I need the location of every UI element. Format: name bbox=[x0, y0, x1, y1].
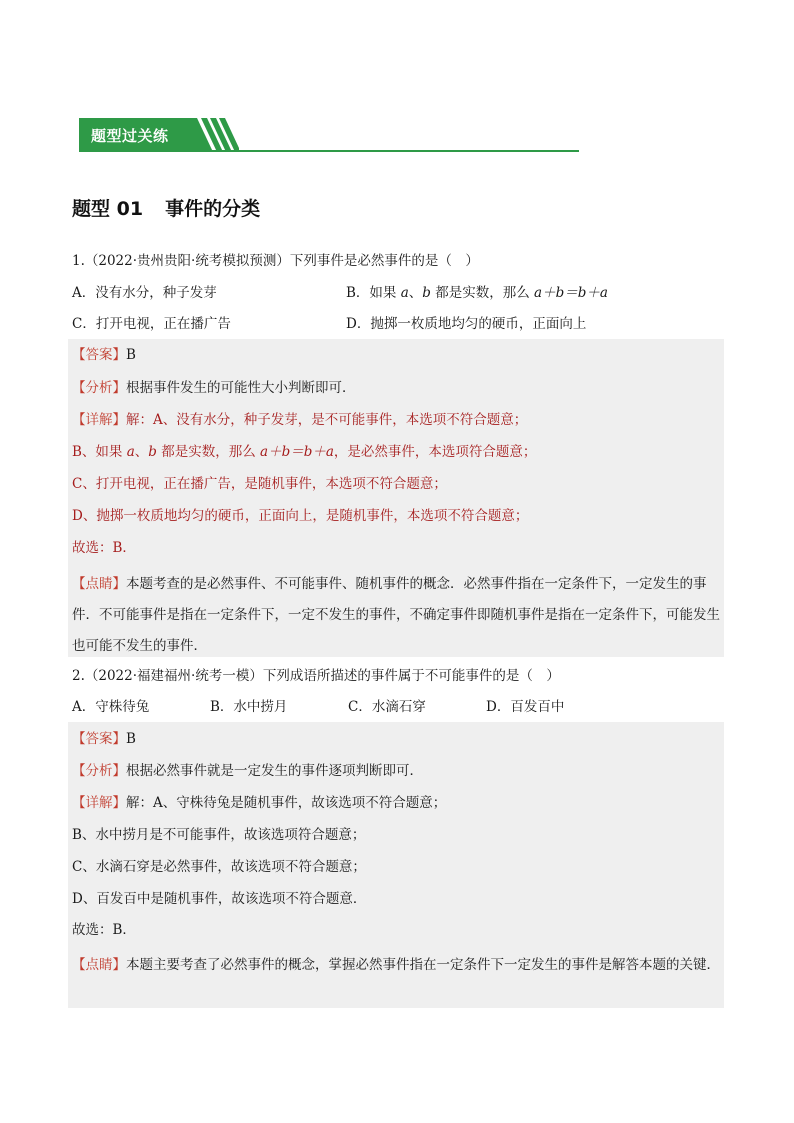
q1-answer-value: B bbox=[126, 347, 136, 363]
q2-analysis bbox=[72, 761, 423, 781]
q1-detail-2-mid: 都是实数，那么 bbox=[156, 444, 261, 460]
q2-detail-3: C、水滴石穿是必然事件，故该选项不符合题意； bbox=[72, 859, 366, 875]
q2-option-d: D．百发百中 bbox=[486, 699, 565, 715]
q1-option-b-var-b: b bbox=[422, 285, 431, 301]
q1-detail-2-sep: 、 bbox=[134, 444, 149, 460]
section-banner bbox=[79, 118, 239, 152]
q1-detail-2-expr: a＋b＝b＋a bbox=[260, 444, 334, 460]
q1-analysis-text: 根据事件发生的可能性大小判断即可． bbox=[126, 380, 356, 396]
q1-analysis-tag: 【分析】 bbox=[72, 380, 126, 396]
q2-detail-4: D、百发百中是随机事件，故该选项不符合题意． bbox=[72, 891, 367, 907]
q1-option-b-expr: a＋b＝b＋a bbox=[534, 285, 608, 301]
q1-comment bbox=[72, 569, 720, 662]
q2-analysis-tag: 【分析】 bbox=[72, 763, 126, 779]
q2-answer bbox=[72, 729, 136, 749]
q2-answer-value: B bbox=[126, 731, 136, 747]
q1-option-b-prefix: B．如果 bbox=[346, 285, 401, 301]
q1-option-b-sep: 、 bbox=[408, 285, 423, 301]
q1-answer bbox=[72, 345, 136, 365]
q2-comment-text: 本题主要考查了必然事件的概念，掌握必然事件指在一定条件下一定发生的事件是解答本题的关键． bbox=[126, 957, 720, 973]
q1-detail-3: C、打开电视，正在播广告，是随机事件，本选项不符合题意； bbox=[72, 476, 447, 492]
q2-detail-1-text: 解：A、守株待兔是随机事件，故该选项不符合题意； bbox=[126, 795, 447, 811]
q1-analysis bbox=[72, 378, 356, 398]
q1-choose: 故选：B． bbox=[72, 540, 136, 556]
q1-option-d: D．抛掷一枚质地均匀的硬币，正面向上 bbox=[346, 316, 587, 332]
q1-detail-2-suffix: ，是必然事件，本选项符合题意； bbox=[333, 444, 537, 460]
section-title bbox=[72, 194, 260, 221]
q1-detail-tag: 【详解】 bbox=[72, 412, 126, 428]
q2-choose: 故选：B． bbox=[72, 922, 136, 938]
q1-detail-2 bbox=[72, 442, 536, 462]
q1-answer-tag: 【答案】 bbox=[72, 347, 126, 363]
q2-comment-tag: 【点睛】 bbox=[72, 957, 126, 973]
q1-detail-2-var-a: a bbox=[126, 444, 135, 460]
q1-detail-1-text: 解：A、没有水分，种子发芽，是不可能事件，本选项不符合题意； bbox=[126, 412, 528, 428]
q2-option-c: C．水滴石穿 bbox=[348, 699, 426, 715]
q2-answer-tag: 【答案】 bbox=[72, 731, 126, 747]
q2-stem: 2.（2022·福建福州·统考一模）下列成语所描述的事件属于不可能事件的是（ ） bbox=[72, 668, 560, 684]
banner-underline bbox=[79, 150, 579, 152]
q2-analysis-text: 根据必然事件就是一定发生的事件逐项判断即可． bbox=[126, 763, 423, 779]
q1-stem: 1.（2022·贵州贵阳·统考模拟预测）下列事件是必然事件的是（ ） bbox=[72, 253, 479, 269]
q2-option-b: B．水中捞月 bbox=[210, 699, 288, 715]
q2-option-a: A．守株待兔 bbox=[72, 699, 150, 715]
banner-label: 题型过关练 bbox=[91, 127, 169, 145]
q1-detail-4: D、抛掷一枚质地均匀的硬币，正面向上，是随机事件，本选项不符合题意； bbox=[72, 508, 529, 524]
q2-detail-2: B、水中捞月是不可能事件，故该选项符合题意； bbox=[72, 827, 366, 843]
q1-detail-2-var-b: b bbox=[148, 444, 157, 460]
q1-option-b-var-a: a bbox=[400, 285, 409, 301]
q1-detail-1 bbox=[72, 410, 527, 430]
q1-option-b bbox=[346, 283, 608, 303]
q2-comment bbox=[72, 950, 720, 981]
q2-detail-tag: 【详解】 bbox=[72, 795, 126, 811]
section-name: 事件的分类 bbox=[165, 198, 261, 220]
q1-detail-2-prefix: B、如果 bbox=[72, 444, 127, 460]
q1-option-c: C．打开电视，正在播广告 bbox=[72, 316, 231, 332]
q1-comment-text: 本题考查的是必然事件、不可能事件、随机事件的概念．必然事件指在一定条件下，一定发生的事件．不可能事件是指在一定条件下，一定不发生的事件，不确定事件即随机事件是指在一定条件下，可能发生也可能不发生的事件． bbox=[72, 576, 720, 654]
q1-option-a: A．没有水分，种子发芽 bbox=[72, 285, 217, 301]
section-number: 题型 01 bbox=[72, 198, 144, 220]
q1-option-b-mid: 都是实数，那么 bbox=[430, 285, 535, 301]
q1-comment-tag: 【点睛】 bbox=[72, 576, 126, 592]
q2-detail-1 bbox=[72, 793, 446, 813]
